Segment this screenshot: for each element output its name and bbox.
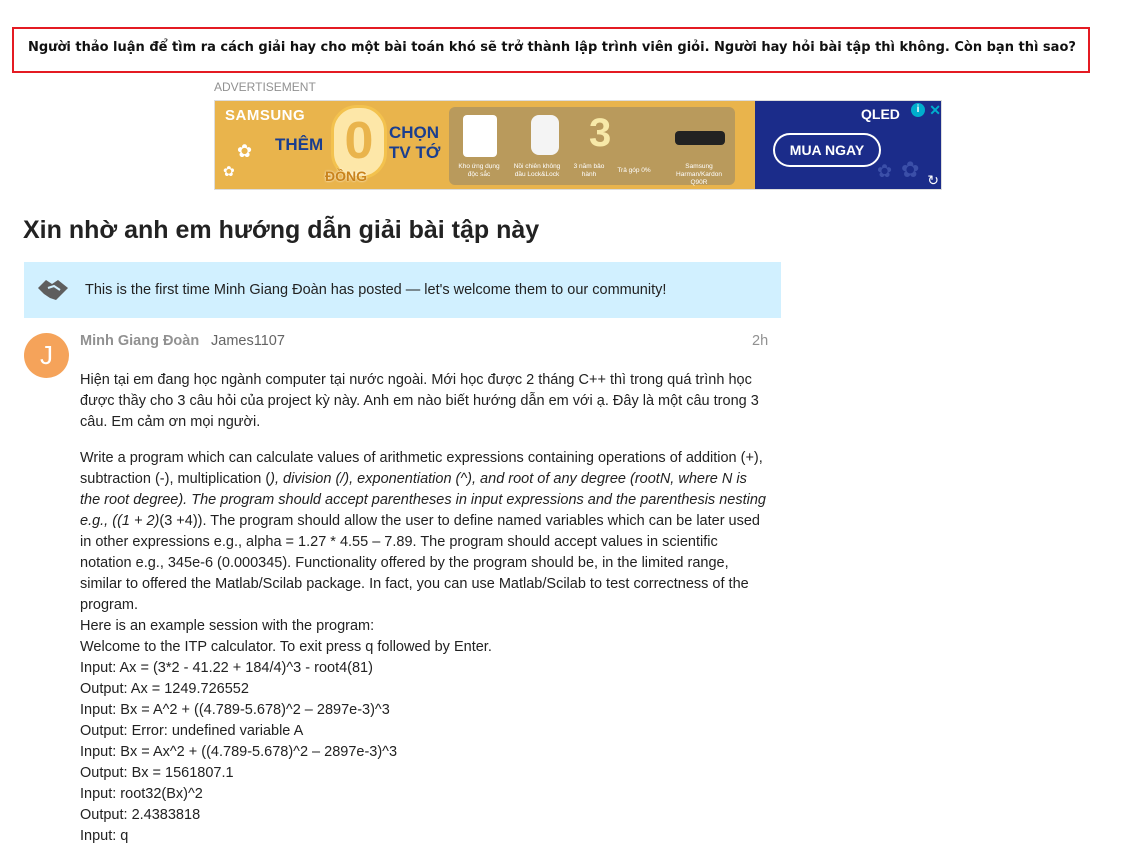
ad-offer-label: Samsung Harman/Kardon Q90R <box>676 163 722 186</box>
ad-zero-graphic: 0 <box>331 105 387 179</box>
air-fryer-image <box>531 115 559 155</box>
session-line: Welcome to the ITP calculator. To exit press q followed by Enter. <box>80 639 492 655</box>
ad-offers-panel <box>449 107 735 185</box>
close-icon[interactable]: ✕ <box>929 102 941 118</box>
discussion-notice: Người thảo luận để tìm ra cách giải hay cho một bài toán khó sẽ trở thành lập trình viên giỏi. Người hay hỏi bài tập thì không. Còn bạn thì sao? <box>12 27 1090 73</box>
ad-dong-text: ĐỒNG <box>325 168 367 184</box>
task-text-italic: ), division (/), exponentiation (^), and root of any degree (rootN, where N is the root degree). The program should accept parentheses in input expressions and the parenthesis nesting e.g., ((1 + 2) <box>80 471 766 529</box>
ad-chon-line1: CHỌN <box>389 123 440 142</box>
flower-icon: ✿ <box>223 163 235 179</box>
post-timestamp[interactable]: 2h <box>752 333 769 349</box>
flower-icon: ✿ <box>237 141 253 161</box>
advertisement-label: ADVERTISEMENT <box>214 80 316 94</box>
ad-promo-area[interactable] <box>215 101 755 190</box>
task-text-part2: (3 +4)). The program should allow the user to define named variables which can be later used in other expressions e.g., alpha = 1.27 * 4.55 – 7.89. The program should accept values in scientific notation e.g., 345e-6 (0.000345). Functionality offered by the program should be, in the limited range, similar to offered the Matlab/Scilab package. In fact, you can use Matlab/Scilab to test correctness of the program. <box>80 513 761 613</box>
ad-offer-label: 3 năm bảo hành <box>573 163 605 178</box>
post-author-handle[interactable]: James1107 <box>211 333 285 349</box>
refresh-icon[interactable]: ↻ <box>927 172 939 188</box>
flower-icon: ✿ <box>901 157 920 182</box>
session-line: Input: Bx = Ax^2 + ((4.789-5.678)^2 – 2897e-3)^3 <box>80 744 398 760</box>
welcome-message: This is the first time Minh Giang Đoàn has posted — let's welcome them to our community! <box>85 282 667 298</box>
soundbar-image <box>675 131 725 145</box>
session-line: Output: Ax = 1249.726552 <box>80 681 249 697</box>
session-line: Input: Bx = A^2 + ((4.789-5.678)^2 – 2897e-3)^3 <box>80 702 390 718</box>
ad-cta-area[interactable] <box>755 101 942 190</box>
session-line: Input: q <box>80 828 129 844</box>
post-body <box>80 370 770 847</box>
session-line: Output: 2.4383818 <box>80 807 201 823</box>
ad-qled-logo: QLED <box>861 106 900 122</box>
handshake-icon <box>36 276 70 309</box>
session-line: Output: Bx = 1561807.1 <box>80 765 234 781</box>
post-task <box>80 448 770 616</box>
info-icon[interactable]: i <box>911 103 925 117</box>
ad-offer-label: Kho ứng dụng độc sắc <box>458 163 500 178</box>
topic-title[interactable]: Xin nhờ anh em hướng dẫn giải bài tập này <box>23 216 540 244</box>
first-post-welcome-banner <box>24 262 781 318</box>
ad-them-text: THÊM <box>275 135 324 154</box>
session-line: Input: root32(Bx)^2 <box>80 786 203 802</box>
post-author-name[interactable]: Minh Giang Đoàn <box>80 333 200 349</box>
ad-brand-logo: SAMSUNG <box>225 107 306 124</box>
ad-three-years-graphic: 3 <box>589 111 612 155</box>
ad-chon-text <box>389 123 440 163</box>
ad-offer-label: Nồi chiên không dầu Lock&Lock <box>513 163 561 178</box>
task-text-part1: Write a program which can calculate values of arithmetic expressions containing operations of addition (+), subtraction (-), multiplication ( <box>80 450 763 487</box>
phone-apps-image <box>463 115 497 157</box>
session-line: Here is an example session with the program: <box>80 618 375 634</box>
buy-now-button[interactable]: MUA NGAY <box>773 133 881 167</box>
example-session <box>80 616 770 847</box>
session-line: Output: Error: undefined variable A <box>80 723 304 739</box>
advertisement-banner[interactable] <box>214 100 942 190</box>
session-line: Input: Ax = (3*2 - 41.22 + 184/4)^3 - root4(81) <box>80 660 373 676</box>
avatar[interactable]: J <box>24 333 69 378</box>
flower-icon: ✿ <box>877 161 893 181</box>
ad-offer-label: Trả góp 0% <box>617 167 651 174</box>
ad-chon-line2: TV TỚ <box>389 143 441 162</box>
post-intro: Hiện tại em đang học ngành computer tại nước ngoài. Mới học được 2 tháng C++ thì trong quá trình học được thầy cho 3 câu hỏi của project kỳ này. Anh em nào biết hướng dẫn em với ạ. Đây là một câu trong 3 câu. Em cảm ơn mọi người. <box>80 372 759 430</box>
